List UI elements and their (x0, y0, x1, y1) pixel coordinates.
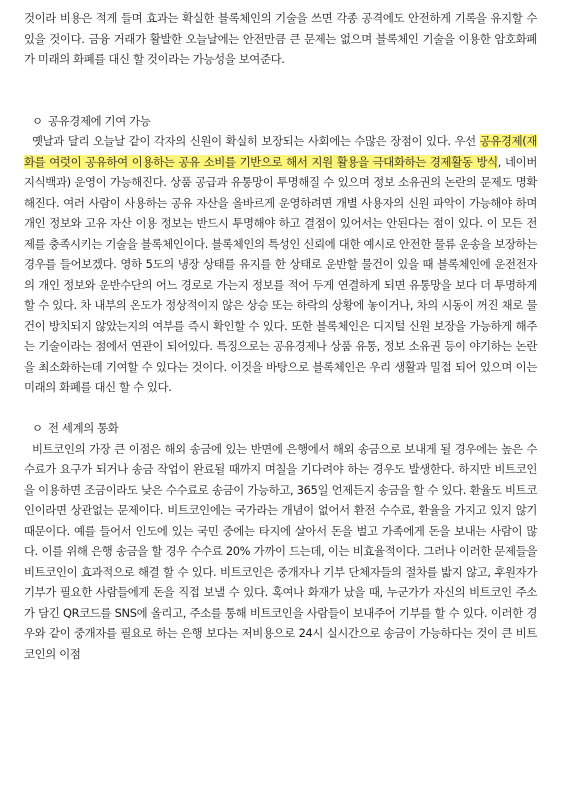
sharing-economy-heading (24, 111, 537, 132)
global-currency-paragraph (24, 439, 537, 665)
section-spacer (24, 70, 537, 111)
sharing-text-after-highlight: , 네이버 지식백과) 운영이 가능해진다. 상품 공급과 유통망이 투명해질 수 있으며 정보 소유권의 논란의 문제도 명확해진다. 여러 사람이 사용하는 공유 자산을 올바르게 운영하려면 개별 사용자의 신원 파악이 가능해야 하며 개인 정보와 고유 자산 이용 정보는 반드시 투명해야 하고 결점이 있어서는 안된다는 점이 있다. 이 모든 전제를 충족시키는 기술을 블록체인이다. 블록체인의 특성인 신뢰에 대한 예시로 안전한 물류 운송을 보장하는 경우를 들어보겠다. 영하 5도의 냉장 상태를 유지를 한 상태로 운반할 물건이 있을 때 블록체인에 운전전자의 개인 정보와 운반수단의 어느 경로로 가는지 정보를 적어 두게 연결하게 되면 유통망을 보다 더 투명하게 할 수 있다. 차 내부의 온도가 정상적이지 않은 상승 또는 하락의 상황에 놓이거나, 차의 시동이 꺼진 채로 물건이 방치되지 않았는지의 여부를 즉시 확인할 수 있다. 또한 블록체인은 디지털 신원 보장을 가능하게 해주는 기술이라는 점에서 연관이 되어있다. 특징으로는 공유경제나 상품 유통, 정보 소유권 등이 야기하는 논란을 최소화하는데 기여할 수 있다는 것이다. 이것을 바탕으로 블록체인은 우리 생활과 밀접 되어 있으며 이는 미래의 화폐를 대신 할 수 있다. (24, 154, 537, 394)
global-currency-text: 비트코인의 가장 큰 이점은 해외 송금에 있는 반면에 은행에서 해외 송금으로 보내게 될 경우에는 높은 수수료가 요구가 되거나 송금 작업이 완료될 때까지 며칠을 기다려야 하는 경우도 발생한다. 하지만 비트코인을 이용하면 조금이라도 낮은 수수료로 송금이 가능하고, 365일 언제든지 송금을 할 수 있다. 환율도 비트코인이라면 상관없는 문제이다. 비트코인에는 국가라는 개념이 없어서 환전 수수료, 환율을 가지고 있지 않기 때문이다. 예를 들어서 인도에 있는 국민 중에는 타지에 살아서 돈을 벌고 가족에게 돈을 보내는 사람이 많다. 이를 위해 은행 송금을 할 경우 수수료 20% 가까이 드는데, 이는 비효율적이다. 그러나 이러한 문제들을 비트코인이 효과적으로 해결 할 수 있다. 비트코인은 중개자나 기부 단체자들의 절차를 밟지 않고, 후원자가 기부가 필요한 사람들에게 돈을 직접 보낼 수 있다. 혹여나 화재가 났을 때, 누군가가 자신의 비트코인 주소가 담긴 QR코드를 SNS에 올리고, 주소를 통해 비트코인을 사람들이 보내주어 기부를 할 수 있다. 이러한 경우와 같이 중개자를 필요로 하는 은행 보다는 저비용으로 24시 실시간으로 송금이 가능하다는 것이 큰 비트코인의 이점 (24, 441, 537, 661)
sharing-economy-heading-text: 공유경제에 기여 가능 (48, 113, 151, 128)
sharing-economy-paragraph (24, 131, 537, 398)
sharing-text-before-highlight: 옛날과 달리 오늘날 같이 각자의 신원이 확실히 보장되는 사회에는 수많은 장점이 있다. 우선 (32, 134, 480, 148)
intro-paragraph: 것이라 비용은 적게 들며 효과는 확실한 블록체인의 기술을 쓰면 각종 공격에도 안전하게 기록을 유지할 수 있을 것이다. 금융 거래가 활발한 오늘날에는 안전만큼 큰 문제는 없으며 블록체인 기술을 이용한 암호화폐가 미래의 화폐를 대신 할 것이라는 가능성을 보여준다. (24, 11, 537, 66)
global-currency-heading (24, 418, 537, 439)
section-spacer (24, 398, 537, 419)
document-page (24, 8, 537, 664)
highlighted-definition: 공유경제(재화를 여럿이 공유하여 이용하는 공유 소비를 기반으로 해서 지원 활용을 극대화하는 경제활동 방식 (24, 134, 537, 169)
bullet-icon: ㅇ (32, 113, 43, 128)
bullet-icon: ㅇ (32, 421, 43, 435)
global-currency-heading-text: 전 세계의 통화 (48, 421, 119, 435)
